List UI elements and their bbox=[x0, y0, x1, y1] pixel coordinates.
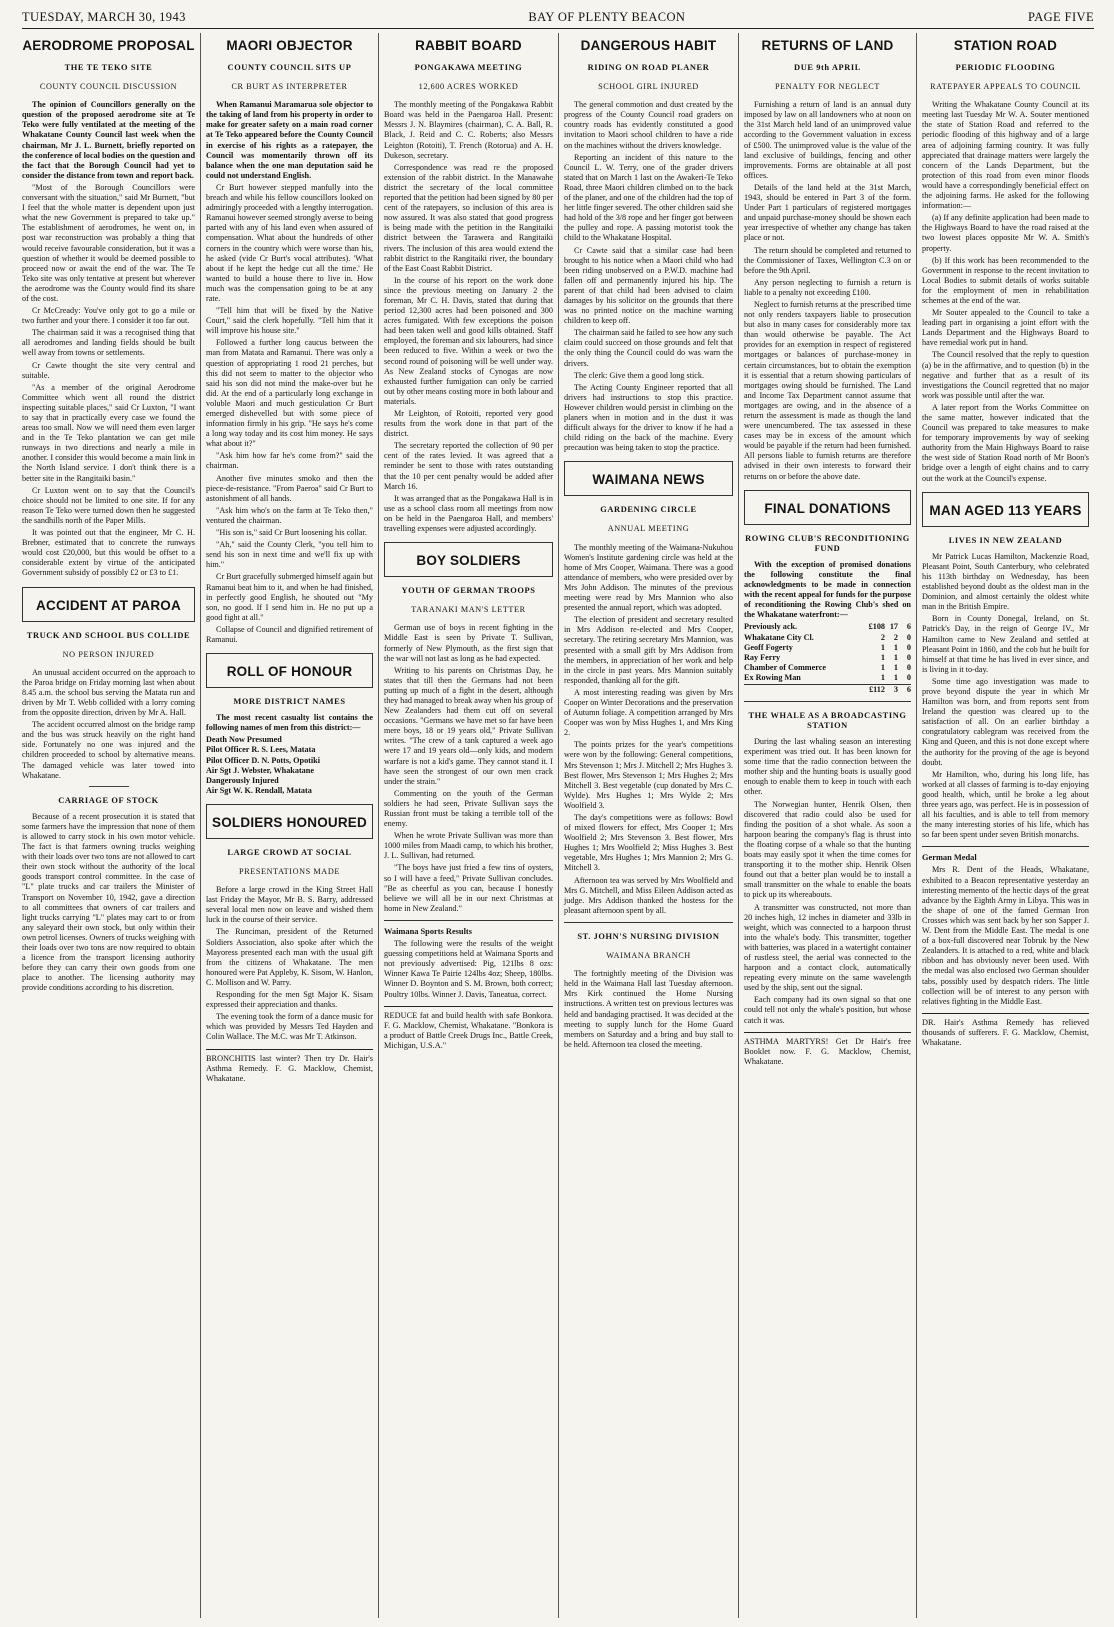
subhead: PRESENTATIONS MADE bbox=[239, 867, 340, 876]
paragraph: Cr Luxton went on to say that the Council's choice should not be limited to one site. If for any reason Te Teko were turned down then he suggested the sandhills north of the Paper Mills. bbox=[22, 485, 195, 525]
divider bbox=[922, 846, 1089, 847]
paragraph: The return should be completed and returned to the Commissioner of Taxes, Wellington C.3 on or before the 9th April. bbox=[744, 245, 911, 275]
subhead: CARRIAGE OF STOCK bbox=[58, 795, 159, 805]
amount-pounds: 1 bbox=[880, 642, 885, 652]
article-body bbox=[922, 865, 1089, 1006]
article-body bbox=[384, 100, 553, 534]
list-item: Air Sgt W. K. Rendall, Matata bbox=[206, 785, 312, 795]
amount-pence: 0 bbox=[906, 653, 911, 663]
column-6 bbox=[916, 33, 1094, 1618]
paragraph: The day's competitions were as follows: Bowl of mixed flowers for effect, Mrs Cooper 1; Mrs Woolfield 2; Mrs Stevenson 3. Best flower, Mrs Hughes 1; Mrs Woolfield 2; Miss Hughes 3. Best vegetable, Mrs Hughes 1; Mrs Mannion 2; Mrs G. Mitchell 3. bbox=[564, 813, 733, 873]
paragraph: "Tell him that will be fixed by the Native Court," said the clerk hopefully. "Tell him that it will improve his house site." bbox=[206, 306, 373, 336]
paragraph: Each company had its own signal so that one could tell not only the whale's position, but whose catch it was. bbox=[744, 995, 911, 1025]
paragraph: "Ask him who's on the farm at Te Teko then," ventured the chairman. bbox=[206, 505, 373, 525]
headline-accident: ACCIDENT AT PAROA bbox=[36, 597, 181, 613]
list-item: Pilot Officer D. N. Potts, Opotiki bbox=[206, 755, 321, 765]
headline-station-road: STATION ROAD bbox=[953, 38, 1058, 53]
headline-nursing-division: ST. JOHN'S NURSING DIVISION bbox=[577, 931, 720, 941]
donation-total-row bbox=[744, 684, 911, 695]
article-body bbox=[206, 183, 373, 645]
masthead-page: PAGE FIVE bbox=[1027, 10, 1094, 24]
paragraph: Followed a further long caucus between the man from Matata and Ramanui. There was only a question of appropriating 1 rood 21 perches, but this did not seem to matter to the objector who said his son did not mind the make-over but he did. At the end of a particularly long exchange in voluble Maori and much gesticulation Cr Burt emerged dishevelled but with some piece of information firmly in his grip. "He says he's come a long way today and its cost him money. He says what about it?" bbox=[206, 338, 373, 449]
headline-waimana-news: WAIMANA NEWS bbox=[592, 472, 705, 488]
list-item: Death Now Presumed bbox=[206, 735, 282, 745]
subhead: ANNUAL MEETING bbox=[607, 524, 690, 534]
paragraph: Cr Burt however stepped manfully into the breach and while his fellow councillors looked on admiringly proceeded with a lengthy interrogation. Ramanui however seemed strongly averse to being parted with any of his land even when assured of compensation. What about the hundreds of other corners in the country which were worse than his, he asked (vide Cr Burt's vocal attributes). 'What about if he kept the hedge cut all the time.' He wanted to build a house there to live in. How much was the compensation going to be at any rate. bbox=[206, 182, 373, 303]
paragraph: Cr Cawte thought the site very central and suitable. bbox=[22, 360, 195, 380]
advertisement: BRONCHITIS last winter? Then try Dr. Hair's Asthma Remedy. F. G. Macklow, Chemist, Whakatane. bbox=[206, 1049, 373, 1085]
subhead: TARANAKI MAN'S LETTER bbox=[411, 605, 526, 615]
amount-shillings: 1 bbox=[893, 653, 898, 663]
paragraph: A most interesting reading was given by Mrs Cooper on Winter Decorations and the preservation of Autumn foliage. A competition arranged by Mrs Cooper was won by Miss Hughes 1, and Mrs King 2. bbox=[564, 687, 733, 738]
donations-table bbox=[744, 622, 911, 694]
paragraph: "His son is," said Cr Burt loosening his collar. bbox=[216, 528, 367, 538]
column-1 bbox=[22, 33, 200, 1618]
amount-pounds: 1 bbox=[880, 663, 885, 673]
subhead: THE TE TEKO SITE bbox=[64, 63, 153, 72]
article-body bbox=[564, 969, 733, 1050]
paragraph: Before a large crowd in the King Street Hall last Friday the Mayor, Mr B. S. Barry, addressed several local men now on leave and wished them luck in the course of their service. bbox=[206, 885, 373, 925]
donor-name: Geoff Fogerty bbox=[744, 642, 793, 652]
paragraph: "Ah," said the County Clerk, "you tell him to send his son in next time and we'll fix up with him." bbox=[206, 540, 373, 570]
amount-pounds: 1 bbox=[880, 653, 885, 663]
paragraph: "The boys have just fried a few tins of oysters, so I will have a feed," Private Sullivan concludes. "Be as cheerful as you can, because I honestly believe we will all be in our next Christmas at home in New Zealand." bbox=[384, 863, 553, 913]
advertisement: ASTHMA MARTYRS! Get Dr Hair's free Booklet now. F. G. Macklow, Chemist, Whakatane. bbox=[744, 1032, 911, 1068]
paragraph: Mr Leighton, of Rotoiti, reported very good results from the work done in that part of the district. bbox=[384, 409, 553, 439]
paragraph: Mr Patrick Lucas Hamilton, Mackenzie Road, Pleasant Point, South Canterbury, who celebrated his 113th birthday on Wednesday, has been established beyond doubt as the oldest man in the Dominion, and almost certainly the oldest white man in the British Empire. bbox=[922, 551, 1089, 612]
subhead: CR BURT AS INTERPRETER bbox=[231, 82, 348, 92]
article-body bbox=[744, 100, 911, 481]
subhead: NO PERSON INJURED bbox=[62, 649, 155, 659]
column-5 bbox=[738, 33, 916, 1618]
headline-dangerous-habit: DANGEROUS HABIT bbox=[580, 38, 717, 53]
headline-box bbox=[206, 804, 373, 839]
amount-pounds: 1 bbox=[880, 673, 885, 683]
divider bbox=[89, 786, 129, 787]
lead-paragraph: The opinion of Councillors generally on the question of the proposed aerodrome site at Te Teko were fully ventilated at the meeting of the Whakatane County Council last week when the chairman, Mr J. L. Burnett, briefly reported on the conference of local bodies on the question and the fact that the Borough Council had yet to consider the distance from town and report back. bbox=[22, 100, 195, 180]
paragraph: Responding for the men Sgt Major K. Sisam expressed their appreciation and thanks. bbox=[206, 990, 373, 1010]
paragraph: Mr Hamilton, who, during his long life, has worked at all classes of farming is to-day enjoying good health, which, until he broke a leg about three years ago, was perfect. He is in possession of all his faculties, and is able to tell from memory the many interesting stories of his life, which has so far been spent under seven British monarchs. bbox=[922, 769, 1089, 840]
amount-shillings: 1 bbox=[893, 673, 898, 683]
paragraph: Some time ago investigation was made to prove beyond dispute the year in which Mr Hamilton was born, and from reports sent from Ireland the question was cleared up to the satisfaction of all. On an earlier birthday a congratulatory cablegram was received from the King and Queen, and this is not done except where the authority for the proving of the age is beyond doubt. bbox=[922, 676, 1089, 767]
headline-box bbox=[384, 542, 553, 577]
paragraph: Mrs R. Dent of the Heads, Whakatane, exhibited to a Beacon representative yesterday an interesting memento of the hectic days of the great advance by the Eighth Army in Libya. This was in the shape of one of the famed German Iron Crosses which was sent back by her son Sapper J. W. Dent from the Middle East. The medal is one of a box-full discovered near Tobruk by the New Zealanders. It is attached to a red, white and black ribbon and has obviously never been used. With the medal was also enclosed two German shoulder tabs, possibly used by despatch riders. The little collection will be of interest to any person with relatives fighting in the Middle East. bbox=[922, 865, 1089, 1006]
headline-box bbox=[564, 461, 733, 496]
paragraph: Correspondence was read re the proposed extension of the rabbit district. In the Manawahe district the secretary of the local committee reported that the petition had been signed by 80 per cent of the ratepayers, so inclusion of this area is now assured. It was also stated that good progress is being made with the petition in the Rangitaiki district between the Tarawera and Rangitaiki rivers. The inclusion of this area would extend the rabbit district to the Rangitaiki river, the boundary of the East Coast Rabbit District. bbox=[384, 162, 553, 273]
paragraph: Details of the land held at the 31st March, 1943, should be entered in Part 3 of the form. Under Part 1 particulars of registered mortgages and unpaid purchase-money should be shown each year irrespective of whether any change has taken place or not. bbox=[744, 182, 911, 243]
masthead bbox=[22, 10, 1094, 29]
subhead: GARDENING CIRCLE bbox=[600, 505, 697, 515]
advertisement: DR. Hair's Asthma Remedy has relieved thousands of sufferers. F. G. Macklow, Chemist, Whakatane. bbox=[922, 1013, 1089, 1049]
list-item: Dangerously Injured bbox=[206, 775, 279, 785]
donation-row bbox=[744, 643, 911, 653]
paragraph: When he wrote Private Sullivan was more than 1000 miles from Maadi camp, to which his brother, J. L. Sullivan, had returned. bbox=[384, 831, 553, 861]
amount-pence: 6 bbox=[906, 622, 911, 632]
paragraph: The evening took the form of a dance music for which was provided by Messrs Ted Hayden and Colin Wallace. The M.C. was Mr T. Atkinson. bbox=[206, 1012, 373, 1042]
divider bbox=[744, 701, 911, 702]
paragraph: Reporting an incident of this nature to the Council L. W. Terry, one of the grader drivers stated that on March 1 last on the Awakeri-Te Teko Road, three Maori children climbed on to the back of the planer, and one of the children had the top of her little finger severed. The other children said she had hold of the 3/8 rope and her finger got between the pulley and rope. A passing motorist took the child to the Whakatane Hospital. bbox=[564, 152, 733, 243]
paragraph: The Council resolved that the reply to question (a) be in the affirmative, and to question (b) in the negative and further that as a result of its investigations the Council regretted that no major work was possible until after the war. bbox=[922, 350, 1089, 400]
article-body bbox=[744, 737, 911, 1026]
column-3 bbox=[378, 33, 558, 1618]
paragraph: Because of a recent prosecution it is stated that some farmers have the impression that none of them is allowed to carry stock in his own motor vehicle. The fact is that farmers owning trucks weighing with their loads over two tons are not allowed to cart their own stock without the authority of the local goods transport control committee. In the case of "L" plate trucks and car trailers the Minister of Transport on November 10, 1942, gave a direction to all committees that owners of car trailers and light trucks carrying "L" plates may cart to or from any saleyard their own stock, but only within their own petrol licenses. Owners of trucks weighing with their loads over two tons are now required to obtain a licence from the transport licensing authority before they can carry their own goods from one place to another. The licensing authority may provide conditions according to his discretion. bbox=[22, 811, 195, 993]
list-item: Air Sgt J. Webster, Whakatane bbox=[206, 765, 314, 775]
paragraph: The fortnightly meeting of the Division was held in the Waimana Hall last Tuesday afternoon. Mrs Kirk continued the Home Nursing instructions. A written test on previous lectures was held and bandaging practised. It was decided at the meeting to supply lunch for the Home Guard members on Saturday and a bring and buy stall to be held. Afternoon tea closed the meeting. bbox=[564, 969, 733, 1049]
headline-maori-objector: MAORI OBJECTOR bbox=[226, 38, 353, 53]
subhead: RATEPAYER APPEALS TO COUNCIL bbox=[930, 82, 1081, 92]
paragraph: Cr Cawte said that a similar case had been brought to his notice when a Maori child who had been riding unobserved on a P.W.D. machine had fallen off and permanently injured his hip. The parent of that child had been advised to claim damages by his solicitor on the grounds that there was no printed notice on the machine warning children to keep off. bbox=[564, 245, 733, 326]
total-shillings: 3 bbox=[885, 684, 898, 695]
donor-name: Whakatane City Cl. bbox=[744, 632, 814, 642]
lead-paragraph: With the exception of promised donations the following constitute the final acknowledgments to be made in connection with the recent appeal for funds for the purpose of reconditioning the Rowing Club's shed on the Whakatane waterfront:— bbox=[744, 559, 911, 620]
paragraph: Another five minutes smoko and then the piece-de-resistance. "From Paeroa" said Cr Burt to astonishment of all hands. bbox=[206, 473, 373, 503]
subhead-german-medal: German Medal bbox=[922, 853, 977, 863]
subhead: ROWING CLUB'S RECONDITIONING FUND bbox=[745, 533, 910, 553]
headline-roll-of-honour: ROLL OF HONOUR bbox=[226, 664, 353, 680]
masthead-date: TUESDAY, MARCH 30, 1943 bbox=[22, 10, 186, 24]
donation-row bbox=[744, 663, 911, 673]
divider bbox=[564, 922, 733, 923]
amount-pounds: £108 bbox=[868, 622, 885, 632]
subhead: COUNTY COUNCIL SITS UP bbox=[227, 63, 352, 72]
paragraph: It was pointed out that the engineer, Mr C. H. Brebner, estimated that to concrete the runways would cost £20,000, but this would be offset to a considerable extent by virtue of the anticipated Government subsidy of possibly £2 or £3 to £1. bbox=[22, 528, 195, 578]
paragraph: The monthly meeting of the Pongakawa Rabbit Board was held in the Paengaroa Hall. Present: Messrs J. N. Blaymires (chairman), C. A. Ball, R. Black, J. Reid and C. C. Roberts; also Messrs Leighton (Rotoiti), T. French (Rotorua) and A. H. Dukeson, secretary. bbox=[384, 100, 553, 160]
paragraph: Writing the Whakatane County Council at its meeting last Tuesday Mr W. A. Souter mentioned the state of Station Road and referred to the periodic flooding of this highway and of a large area of adjoining farming country. It was fully appreciated that drainage matters were largely the concern of the Lands Department, but the protection of this road from even minor floods would have a correspondingly beneficial effect on the adjoining farms. He asked for the following information:— bbox=[922, 100, 1089, 211]
subhead: PONGAKAWA MEETING bbox=[414, 63, 523, 72]
article-body bbox=[206, 885, 373, 1042]
article-body bbox=[922, 552, 1089, 841]
column-4 bbox=[558, 33, 738, 1618]
headline-box bbox=[922, 492, 1089, 527]
paragraph: "Ask him how far he's come from?" said the chairman. bbox=[206, 451, 373, 471]
paragraph: German use of boys in recent fighting in the Middle East is seen by Private T. Sullivan, formerly of New Plymouth, as the first sign that the war will not last as long as he had expected. bbox=[384, 623, 553, 663]
article-body bbox=[564, 100, 733, 453]
headline-aerodrome: AERODROME PROPOSAL bbox=[22, 38, 195, 53]
paragraph: The monthly meeting of the Waimana-Nukuhou Women's Institute gardening circle was held at the home of Mrs Cooper, Waimana. There was a good attendance of members, who were presided over by Mrs John Addison. The minutes of the previous meeting were read by Mrs Mannion who also presented the annual report, which was adopted. bbox=[564, 542, 733, 613]
donor-name: Ray Ferry bbox=[744, 653, 781, 663]
paragraph: A later report from the Works Committee on the same matter, however indicated that the Council was prepared to take measures to make for temporary improvements by way of seeking authority from the Main Highways Board to raise the west side of Station Road north of Mr Boon's bridge over a length of eight chains and to carry out the work at the Council's expense. bbox=[922, 402, 1089, 483]
amount-shillings: 1 bbox=[893, 642, 898, 652]
subhead: SCHOOL GIRL INJURED bbox=[598, 82, 699, 92]
paragraph: "As a member of the original Aerodrome Committee which went all round the district inspecting suitable places," said Cr Luxton, "I want to say that in practically every case we found the areas too small. Now we will need them even larger and in the Te Teko plantation we can get mile runways in two directions and nearly a mile in another. I consider this would become a main link in the North Island service. I don't think there is a better site in the Rangitaiki basin." bbox=[22, 382, 195, 483]
headline-box bbox=[206, 653, 373, 688]
lead-paragraph: When Ramanui Maramarua sole objector to the taking of land from his property in order to make for greater safety on a main road corner at Te Teko appeared before the County Council in exercise of his rights as a ratepayer, the Council was momentarily thrown off its balance when the one man deputation said he could not understand English. bbox=[206, 100, 373, 180]
divider bbox=[384, 920, 553, 921]
article-body bbox=[384, 623, 553, 914]
amount-shillings: 17 bbox=[889, 622, 898, 632]
paragraph: The election of president and secretary resulted in Mrs Addison re-elected and Mrs Cooper, secretary. The retiring secretary Mrs Mannion, was presented with a small gift by Mrs Addison from the members, in appreciation of her work and help in the circle in past years. Mrs Mannion suitably responded, thanking all for the gift. bbox=[564, 615, 733, 685]
paragraph: The chairman said it was a recognised thing that all aerodromes and landing fields should be built well away from towns or settlements. bbox=[22, 328, 195, 358]
headline-rabbit-board: RABBIT BOARD bbox=[415, 38, 522, 53]
paragraph: Cr McCready: You've only got to go a mile or two further and your there. I consider it too far out. bbox=[22, 306, 195, 326]
paragraph: The Acting County Engineer reported that all drivers had instructions to stop this practice. However children would persist in climbing on the planers when in motion and in the dust it was difficult always for the driver to know if he had a child riding on the back of the machine. Every precaution was being taken to stop the practice. bbox=[564, 382, 733, 453]
paragraph: The clerk: Give them a good long stick. bbox=[574, 370, 705, 380]
paragraph: (b) If this work has been recommended to the Government in response to the recent invitation to Local Bodies to submit details of works suitable for the employment of men in rehabilitation schemes at the end of the war. bbox=[922, 255, 1089, 305]
paragraph: The Runciman, president of the Returned Soldiers Association, also spoke after which the Mayoress presented each man with the usual gift from the citizens of Whakatane. The men honoured were Pat Appleby, K. Sisom, W. Hanlon, C. Mollison and W. Parry. bbox=[206, 927, 373, 987]
subhead: TRUCK AND SCHOOL BUS COLLIDE bbox=[26, 630, 191, 640]
article-body bbox=[384, 939, 553, 1000]
headline-boy-soldiers: BOY SOLDIERS bbox=[416, 553, 521, 569]
article-body bbox=[22, 183, 195, 579]
total-pounds: £112 bbox=[859, 684, 885, 695]
paragraph: The secretary reported the collection of 90 per cent of the rates levied. It was agreed that a reminder be sent to those with rates outstanding that the 10 per cent penalty would be added after March 16. bbox=[384, 441, 553, 491]
article-body bbox=[22, 812, 195, 994]
paragraph: Afternoon tea was served by Mrs Woolfield and Mrs G. Mitchell, and Miss Eileen Addison acted as judge. Mrs Addison thanked the hostess for the pleasant afternoon spent by all. bbox=[564, 875, 733, 915]
paragraph: The general commotion and dust created by the progress of the County Council road graders on country roads has evidently constituted a good invitation to Maori school children to have a ride on the machines without the drivers knowledge. bbox=[564, 100, 733, 150]
donor-name: Ex Rowing Man bbox=[744, 673, 801, 683]
headline-box bbox=[744, 490, 911, 525]
total-pence: 6 bbox=[898, 684, 911, 695]
paragraph: The points prizes for the year's competitions were won by the following: General competitions, Mrs Stevenson 1; Mrs J. Mitchell 2; Mrs Hughes 3. Best flower, Mrs Stevenson 1; Mrs Hughes 2; Mrs Mitchell 3. Best vegetable (cup donated by Mrs C. Wylde). Mrs Hughes 1; Mrs Wylde 2; Mrs Woolfield 3. bbox=[564, 740, 733, 810]
paragraph: The accident occurred almost on the bridge ramp and the bus was struck heavily on the right hand side. Fortunately no one was injured and the children proceeded to school by alternative means. The damaged vehicle was later towed into Whakatane. bbox=[22, 720, 195, 780]
donor-name: Chamber of Commerce bbox=[744, 663, 827, 673]
masthead-paper: BAY OF PLENTY BEACON bbox=[528, 10, 686, 24]
headline-final-donations: FINAL DONATIONS bbox=[764, 500, 891, 516]
advertisement: REDUCE fat and build health with safe Bonkora. F. G. Macklow, Chemist, Whakatane. "Bonkora is a product of Battle Creek Drugs Inc., Battle Creek, Michigan, U.S.A." bbox=[384, 1006, 553, 1052]
columns bbox=[22, 33, 1094, 1618]
paragraph: During the last whaling season an interesting experiment was tried out. It has been known for some time that the radio connection between the mother ship and the hunting boats is usually good enough to enable them to keep in touch with each other. bbox=[744, 737, 911, 797]
paragraph: (a) If any definite application had been made to the Highways Board to have the road raised at the two lowest places opposite Mr W. A. Smith's property. bbox=[922, 213, 1089, 253]
paragraph: Any person neglecting to furnish a return is liable to a penalty not exceeding £100. bbox=[744, 277, 911, 297]
amount-pence: 0 bbox=[906, 632, 911, 642]
lead-paragraph: The most recent casualty list contains the following names of men from this district:— bbox=[206, 713, 373, 733]
subhead: LARGE CROWD AT SOCIAL bbox=[227, 847, 352, 857]
subhead: PERIODIC FLOODING bbox=[955, 63, 1056, 72]
paragraph: A transmitter was constructed, not more than 20 inches high, 12 inches in diameter and 33lb in weight, which was connected to a harpoon thrust into the whale's body. This transmitter, together with batteries, was placed in a watertight container of rustless steel, the aerial was connected to the harpoon and a contact clock, automatically repeating every minute on the same wavelength used by the ship, sent out the signal. bbox=[744, 902, 911, 993]
amount-pence: 0 bbox=[906, 642, 911, 652]
paragraph: It was arranged that as the Pongakawa Hall is in use as a school class room all meetings from now on be held in the Paengaroa Hall, and members' travelling expenses were adjusted accordingly. bbox=[384, 493, 553, 534]
amount-shillings: 1 bbox=[893, 663, 898, 673]
amount-pence: 0 bbox=[906, 663, 911, 673]
paragraph: Mr Souter appealed to the Council to take a leading part in organising a joint effort with the Lands Department and the Highways Board to have remedial work put in hand. bbox=[922, 308, 1089, 348]
amount-pence: 0 bbox=[906, 673, 911, 683]
headline-soldiers-honoured: SOLDIERS HONOURED bbox=[212, 814, 367, 830]
paragraph: Collapse of Council and dignified retirement of Ramanui. bbox=[206, 624, 373, 644]
list-item: Pilot Officer R. S. Lees, Matata bbox=[206, 745, 316, 755]
donation-row bbox=[744, 622, 911, 632]
headline-returns-of-land: RETURNS OF LAND bbox=[761, 38, 894, 53]
subhead: PENALTY FOR NEGLECT bbox=[775, 82, 880, 92]
amount-shillings: 2 bbox=[893, 632, 898, 642]
paragraph: An unusual accident occurred on the approach to the Paroa bridge on Friday morning last when about 8.45 a.m. the school bus serving the Matata run and driven by Mr T. Webb collided with a lorry coming from the opposite direction, driven by Mr A. Hall. bbox=[22, 667, 195, 718]
paragraph: Neglect to furnish returns at the prescribed time not only renders taxpayers liable to prosecution but also in many cases for considerably more tax than would otherwise be payable. The Act provides for an exemption in respect of registered mortgages or balances of purchase-money in certain circumstances, but to obtain the exemption it is essential that a return showing particulars of mortgages owing should be furnished. The Land and Income Tax Department cannot assume that mortgages are owing, and in the absence of a return the assessment is made as though the land were unencumbered. The tax assessed in these cases may be in excess of the amount which would be payable if the return had been furnished. All persons liable to furnish returns are therefore advised in their own interests to forward their returns on or before the above date. bbox=[744, 299, 911, 481]
subhead-sports: Waimana Sports Results bbox=[384, 926, 472, 936]
total-spacer bbox=[744, 684, 859, 695]
subhead: COUNTY COUNCIL DISCUSSION bbox=[39, 82, 178, 92]
paragraph: In the course of his report on the work done since the previous meeting on January 2 the foreman, Mr C. H. Davis, stated that during that period 12,300 acres had been poisoned and 300 acres fumigated. With few exceptions the poison had been taken well and good kills obtained. Staff employed, the foreman and six labourers, had since been reduced to five. Within a week or two the second round of poisoning will be well under way. As New Zealand stocks of Cynogas are now exhausted further fumigation can only be carried out by other means costing more in both labour and materials. bbox=[384, 275, 553, 406]
paragraph: Commenting on the youth of the German soldiers he had seen, Private Sullivan says the Russian front must be taking a terrible toll of the enemy. bbox=[384, 788, 553, 829]
headline-man-aged-113: MAN AGED 113 YEARS bbox=[929, 502, 1082, 518]
casualty-list bbox=[206, 735, 373, 796]
amount-pounds: 2 bbox=[880, 632, 885, 642]
donation-row bbox=[744, 673, 911, 684]
paragraph: The following were the results of the weight guessing competitions held at Waimana Sports and not previously advertised: Pig, 121lbs 8 ozs: Winner Kawa Te Pairie 124lbs 4oz; Sheep, 180lbs. Winner D. Boynton and S. M. Brown, both correct; Poultry 10lbs. Winner J. Davis, Taneatua, correct. bbox=[384, 939, 553, 999]
paragraph: Writing to his parents on Christmas Day, he states that till then the Germans had not been putting up much of a fight in the desert, although they had managed to break away when his group of New Zealanders had them cut off on several occasions. "Germans we have met so far have been mere boys, 18 or 19 years old," Private Sullivan writes. "The crew of a tank captured a week ago were 17 and 19 years old—only kids, and modern warfare is not a kid's game. They cannot stand it. I have seen the strongest of our own men crack under the strain." bbox=[384, 665, 553, 786]
headline-box bbox=[22, 587, 195, 622]
subhead: MORE DISTRICT NAMES bbox=[233, 697, 346, 707]
article-body bbox=[922, 100, 1089, 483]
column-2 bbox=[200, 33, 378, 1618]
donation-row bbox=[744, 633, 911, 643]
subhead: 12,600 ACRES WORKED bbox=[418, 82, 519, 92]
subhead: DUE 9th APRIL bbox=[794, 63, 861, 72]
paragraph: The chairman said he failed to see how any such claim could succeed on those grounds and felt that the only thing the Council could do was warn the drivers. bbox=[564, 328, 733, 368]
donor-name: Previously ack. bbox=[744, 622, 798, 632]
donation-row bbox=[744, 653, 911, 663]
paragraph: Furnishing a return of land is an annual duty imposed by law on all landowners who at noon on the 31st March held land of an unimproved value according to the Government valuation in excess of £500. The unimproved value is the value of the land exclusive of buildings, fencing and other improvements. Forms are obtainable at all post offices. bbox=[744, 100, 911, 180]
paragraph: The Norwegian hunter, Henrik Olsen, then discovered that radio could also be used for finding the position of a shot whale. As soon a harpoon bearing the company's flag is thrust into the floating corpse of a whale so that the hunting boats may easily spot it when the time comes for transporting it to the mother ship. Henrik Olsen found out that a better plan would be to install a small transmitter on the whale to enable the boats to pick up its whereabouts. bbox=[744, 799, 911, 900]
headline-whale: THE WHALE AS A BROADCASTING STATION bbox=[748, 710, 907, 730]
subhead: WAIMANA BRANCH bbox=[606, 951, 691, 961]
paragraph: Cr Burt gracefully submerged himself again but Ramanui beat him to it, and when he had finished, in perfectly good English, he shouted out "My son, no good. If I send him in. He no put up a good fight at all." bbox=[206, 572, 373, 622]
subhead: RIDING ON ROAD PLANER bbox=[587, 63, 710, 72]
article-body bbox=[22, 668, 195, 781]
subhead: YOUTH OF GERMAN TROOPS bbox=[401, 586, 536, 596]
article-body bbox=[564, 543, 733, 916]
paragraph: Born in County Donegal, Ireland, on St. Patrick's Day, in the reign of George IV., Mr Hamilton came to New Zealand and settled at Pleasant Point in 1860, and the cob hut he built for himself at that time he has lived in ever since, and is living in it to-day. bbox=[922, 614, 1089, 674]
paragraph: "Most of the Borough Councillors were conversant with the situation," said Mr Burnett, "but I feel that the whole matter is dependent upon just what the new Government is prepared to take up." The establishment of aerodromes, he went on, in post war reconstruction was probably a thing that would receive favourable consideration, but it was a question of whether it would be deemed possible to proceed now or await the end of the war. The Te Teko site was only tentative at present but wherever the aerodrome was the County would find its share of the cost. bbox=[22, 182, 195, 303]
subhead: LIVES IN NEW ZEALAND bbox=[948, 535, 1063, 545]
